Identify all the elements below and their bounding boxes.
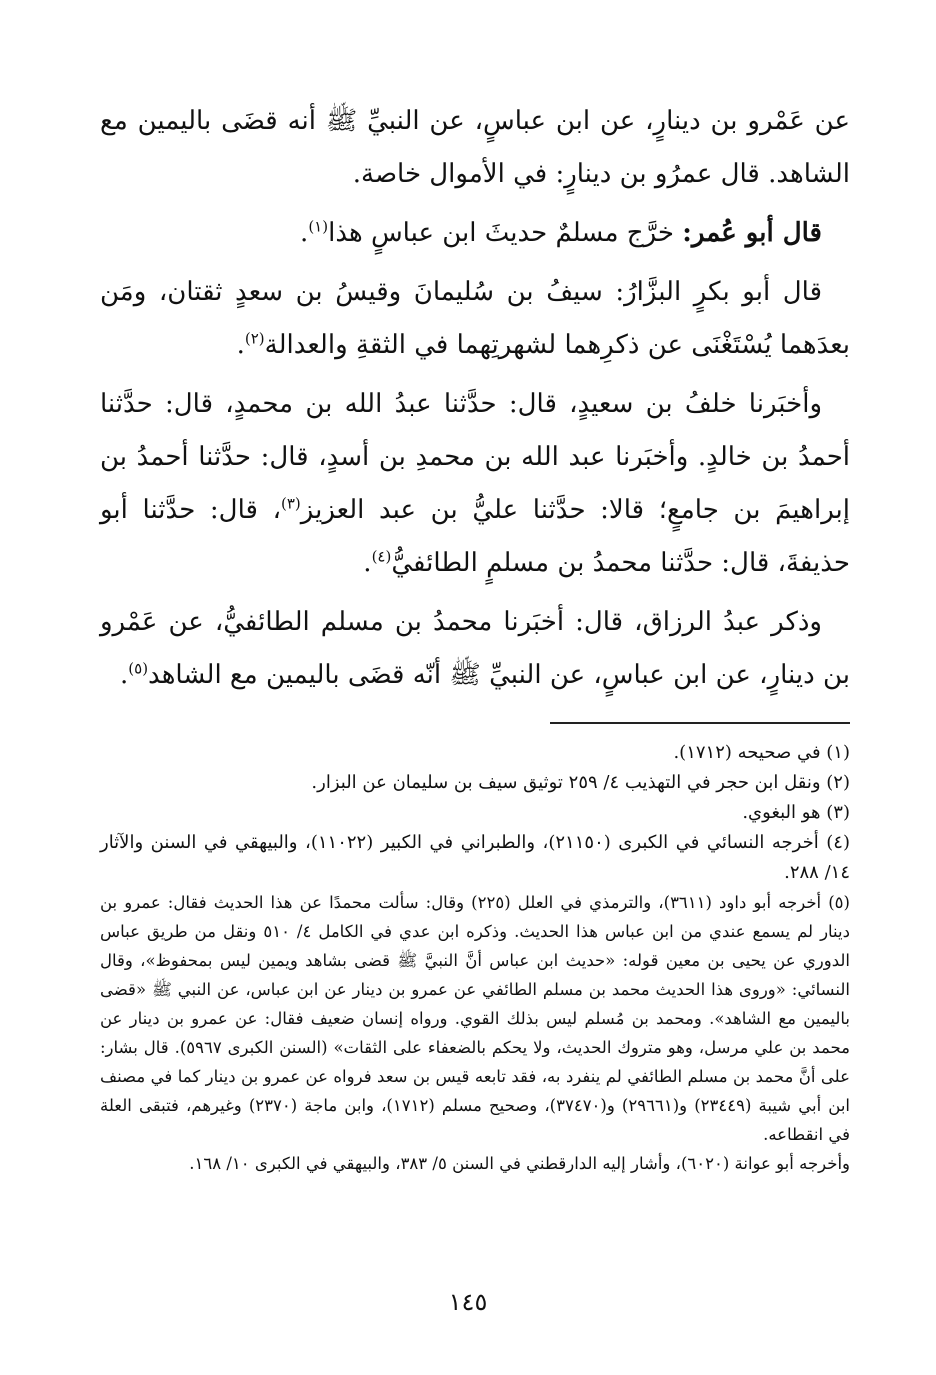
- footnote-6: وأخرجه أبو عوانة (٦٠٢٠)، وأشار إليه الدارقطني في السنن ٥/ ٣٨٣، والبيهقي في الكبرى ١٠/ ١٦٨.: [189, 1154, 850, 1173]
- footnote-ref-1: (١): [308, 217, 329, 236]
- footnote-1: (١) في صحيحه (١٧١٢).: [673, 742, 850, 763]
- footnote-divider: [550, 722, 850, 724]
- page-body: [100, 95, 850, 1178]
- abu-umar-heading: قال أبو عُمر:: [682, 218, 822, 248]
- footnote-ref-2: (٢): [244, 329, 265, 348]
- paragraph-1-text: عن عَمْرو بن دينارٍ، عن ابن عباسٍ، عن النبيِّ ﷺ أنه قضَى باليمين مع الشاهد. قال عمرُو بن دينارٍ: في الأموال خاصة.: [100, 106, 850, 189]
- footnote-3: (٣) هو البغوي.: [742, 802, 850, 823]
- main-text: [100, 95, 850, 702]
- footnote-4: (٤) أخرجه النسائي في الكبرى (٢١١٥٠)، والطبراني في الكبير (١١٠٢٢)، والبيهقي في السنن والآثار ١٤/ ٢٨٨.: [100, 832, 850, 883]
- paragraph-5: [100, 596, 850, 702]
- paragraph-4-text-b: ، قال: حدَّثنا أبو حذيفةَ، قال: حدَّثنا محمدُ بن مسلمٍ الطائفيُّ: [100, 495, 850, 578]
- paragraph-2-text: خرَّج مسلمٌ حديثَ ابن عباسٍ هذا: [328, 218, 683, 248]
- paragraph-5-end: .: [120, 660, 129, 690]
- paragraph-4-text-a: وأخبَرنا خلفُ بن سعيدٍ، قال: حدَّثنا عبدُ الله بن محمدٍ، قال: حدَّثنا أحمدُ بن خالدٍ. وأخبَرنا عبد الله بن محمدِ بن أسدٍ، قال: حدَّثنا أحمدُ بن إبراهيمَ بن جامعٍ؛ قالا: حدَّثنا عليُّ بن عبد العزيز: [100, 389, 850, 525]
- footnote-5: (٥) أخرجه أبو داود (٣٦١١)، والترمذي في العلل (٢٢٥) وقال: سألت محمدًا عن هذا الحديث فقال: عمرو بن دينار لم يسمع عندي من ابن عباس هذا الحديث. وذكره ابن عدي في الكامل ٤/ ٥١٠ ونقل من طريق عباس الدوري عن يحيى بن معين قوله: «حديث ابن عباس أنَّ النبيَّ ﷺ قضى بشاهد ويمين ليس بمحفوظ»، وقال النسائي: «وروى هذا الحديث محمد بن مسلم الطائفي عن عمرو بن دينار عن ابن عباس، عن النبي ﷺ «قضى باليمين مع الشاهد». ومحمد بن مُسلم ليس بذلك القوي. ورواه إنسان ضعيف فقال: عن عمرو بن دينار عن محمد بن علي مرسل، وهو متروك الحديث، ولا يحكم بالضعفاء على الثقات» (السنن الكبرى ٥٩٦٧). قال بشار: على أنَّ محمد بن مسلم الطائفي لم ينفرد به، فقد تابعه قيس بن سعد فرواه عن عمرو بن دينار كما في مصنف ابن أبي شيبة (٢٣٤٤٩) و(٢٩٦٦١) و(٣٧٤٧٠)، وصحيح مسلم (١٧١٢)، وابن ماجة (٢٣٧٠) وغيرهم، فتبقى العلة في انقطاعه.: [100, 893, 851, 1144]
- footnotes: [100, 738, 850, 1178]
- footnote-2: (٢) ونقل ابن حجر في التهذيب ٤/ ٢٥٩ توثيق سيف بن سليمان عن البزار.: [311, 772, 850, 793]
- footnote-ref-3: (٣): [280, 494, 301, 513]
- paragraph-1: [100, 95, 850, 201]
- paragraph-3: [100, 266, 850, 372]
- page-number: ١٤٥: [448, 1288, 488, 1316]
- paragraph-4-end: .: [363, 548, 372, 578]
- footnote-ref-5: (٥): [128, 659, 149, 678]
- paragraph-4: [100, 378, 850, 590]
- footnote-ref-4: (٤): [371, 547, 392, 566]
- paragraph-2-end: .: [300, 218, 309, 248]
- paragraph-3-text: قال أبو بكرٍ البزَّارُ: سيفُ بن سُليمانَ وقيسُ بن سعدٍ ثقتان، ومَن بعدَهما يُسْتَغْنَى عن ذكرِهما لشهرتِهما في الثقةِ والعدالة: [100, 277, 850, 360]
- paragraph-2: [100, 207, 850, 260]
- paragraph-5-text: وذكر عبدُ الرزاق، قال: أخبَرنا محمدُ بن مسلم الطائفيُّ، عن عَمْرو بن دينارٍ، عن ابن عباسٍ، عن النبيِّ ﷺ أنّه قضَى باليمين مع الشاهد: [100, 607, 850, 690]
- paragraph-3-end: .: [236, 330, 245, 360]
